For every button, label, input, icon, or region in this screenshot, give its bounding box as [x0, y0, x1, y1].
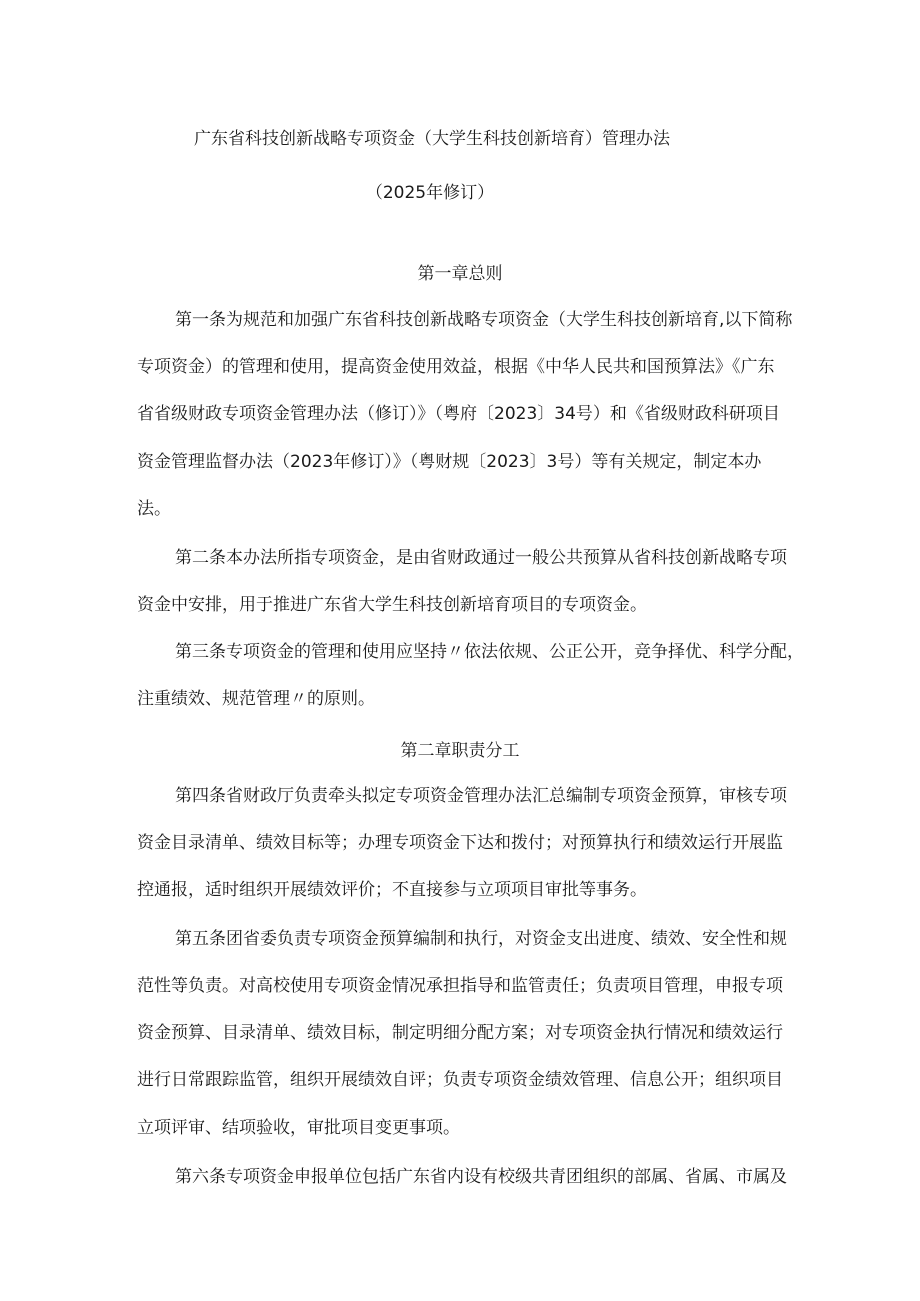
- article-line: 第六条专项资金申报单位包括广东省内设有校级共青团组织的部属、省属、市属及: [175, 1167, 787, 1187]
- article-line: 法。: [137, 499, 171, 519]
- article-line: 省省级财政专项资金管理办法（修订）》（粤府〔2023〕34号）和《省级财政科研项目: [137, 404, 780, 424]
- article-line: 第三条专项资金的管理和使用应坚持〃依法依规、公正公开，竞争择优、科学分配，: [175, 642, 804, 662]
- article-line: 资金管理监督办法（2023年修订）》（粤财规〔2023〕3号）等有关规定，制定本办: [137, 452, 762, 472]
- document-title: 广东省科技创新战略专项资金（大学生科技创新培育）管理办法: [194, 129, 670, 149]
- article-line: 进行日常跟踪监管，组织开展绩效自评；负责专项资金绩效管理、信息公开；组织项目: [137, 1070, 783, 1090]
- article-line: 范性等负责。对高校使用专项资金情况承担指导和监管责任；负责项目管理，申报专项: [137, 976, 783, 996]
- article-line: 第一条为规范和加强广东省科技创新战略专项资金（大学生科技创新培育,以下简称: [175, 310, 793, 330]
- article-line: 注重绩效、规范管理〃的原则。: [137, 689, 375, 709]
- article-line: 资金中安排，用于推进广东省大学生科技创新培育项目的专项资金。: [137, 595, 647, 615]
- article-line: 资金预算、目录清单、绩效目标，制定明细分配方案；对专项资金执行情况和绩效运行: [137, 1023, 783, 1043]
- article-line: 立项评审、结项验收，审批项目变更事项。: [137, 1118, 460, 1138]
- article-line: 第五条团省委负责专项资金预算编制和执行，对资金支出进度、绩效、安全性和规: [175, 929, 787, 949]
- article-line: 控通报，适时组织开展绩效评价；不直接参与立项项目审批等事务。: [137, 880, 647, 900]
- chapter-heading: 第一章总则: [417, 264, 503, 284]
- document-subtitle: （2025年修订）: [365, 183, 495, 203]
- chapter-heading: 第二章职责分工: [400, 741, 520, 761]
- article-line: 第二条本办法所指专项资金，是由省财政通过一般公共预算从省科技创新战略专项: [175, 548, 787, 568]
- article-line: 第四条省财政厅负责牵头拟定专项资金管理办法汇总编制专项资金预算，审核专项: [175, 786, 787, 806]
- article-line: 资金目录清单、绩效目标等；办理专项资金下达和拨付；对预算执行和绩效运行开展监: [137, 833, 783, 853]
- article-line: 专项资金）的管理和使用，提高资金使用效益，根据《中华人民共和国预算法》《广东: [137, 357, 775, 377]
